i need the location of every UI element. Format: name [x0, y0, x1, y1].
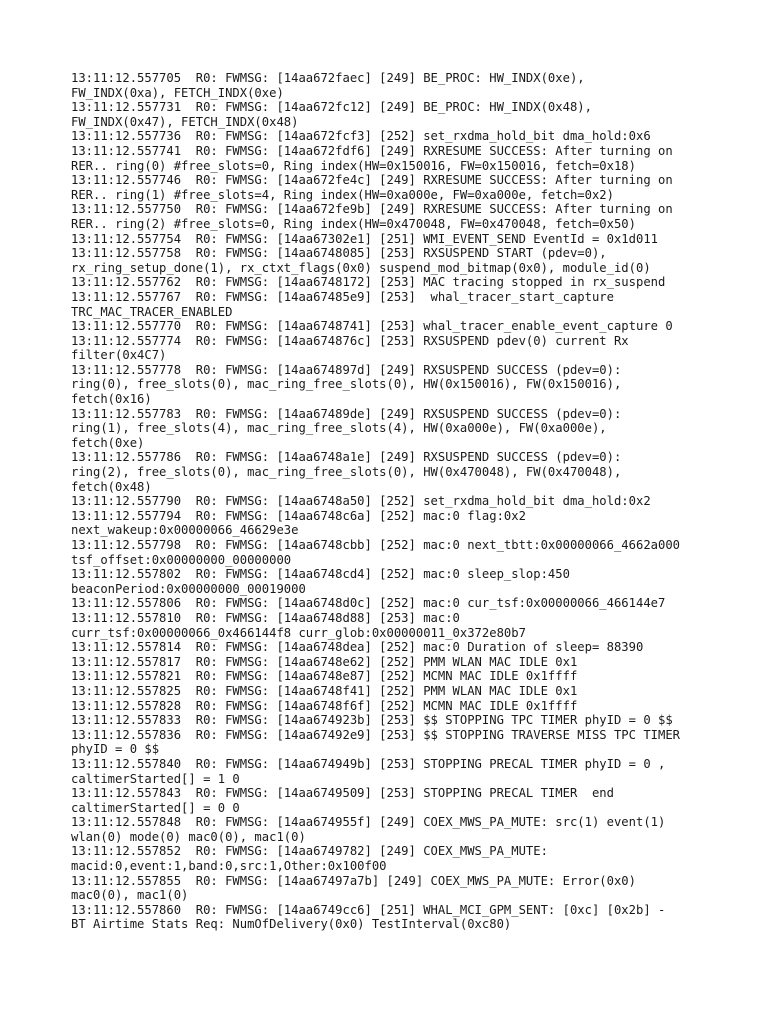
log-line: 13:11:12.557860 R0: FWMSG: [14aa6749cc6] [251] WHAL_MCI_GPM_SENT: [0xc] [0x2b] - [71, 902, 666, 917]
log-line: RER.. ring(2) #free_slots=0, Ring index(HW=0x470048, FW=0x470048, fetch=0x50) [71, 216, 636, 231]
log-line: caltimerStarted[] = 1 0 [71, 771, 240, 786]
log-line: rx_ring_setup_done(1), rx_ctxt_flags(0x0) suspend_mod_bitmap(0x0), module_id(0) [71, 260, 651, 275]
log-line: RER.. ring(1) #free_slots=4, Ring index(HW=0xa000e, FW=0xa000e, fetch=0x2) [71, 187, 614, 202]
log-line: RER.. ring(0) #free_slots=0, Ring index(HW=0x150016, FW=0x150016, fetch=0x18) [71, 158, 636, 173]
log-line: 13:11:12.557774 R0: FWMSG: [14aa674876c] [253] RXSUSPEND pdev(0) current Rx [71, 333, 629, 348]
log-line: 13:11:12.557786 R0: FWMSG: [14aa6748a1e] [249] RXSUSPEND SUCCESS (pdev=0): [71, 450, 622, 465]
log-line: TRC_MAC_TRACER_ENABLED [71, 304, 233, 319]
log-line: 13:11:12.557746 R0: FWMSG: [14aa672fe4c] [249] RXRESUME SUCCESS: After turning on [71, 173, 673, 188]
log-line: 13:11:12.557770 R0: FWMSG: [14aa6748741] [253] whal_tracer_enable_event_capture 0 [71, 319, 673, 334]
log-line: 13:11:12.557810 R0: FWMSG: [14aa6748d88] [253] mac:0 [71, 610, 460, 625]
log-line: beaconPeriod:0x00000000_00019000 [71, 581, 306, 596]
log-line: 13:11:12.557790 R0: FWMSG: [14aa6748a50] [252] set_rxdma_hold_bit dma_hold:0x2 [71, 494, 651, 509]
log-line: ring(2), free_slots(0), mac_ring_free_slots(0), HW(0x470048), FW(0x470048), [71, 465, 622, 480]
log-line: 13:11:12.557778 R0: FWMSG: [14aa674897d] [249] RXSUSPEND SUCCESS (pdev=0): [71, 362, 622, 377]
log-line: 13:11:12.557836 R0: FWMSG: [14aa67492e9] [253] $$ STOPPING TRAVERSE MISS TPC TIMER [71, 727, 681, 742]
log-line: 13:11:12.557758 R0: FWMSG: [14aa6748085] [253] RXSUSPEND START (pdev=0), [71, 246, 607, 261]
log-line: FW_INDX(0xa), FETCH_INDX(0xe) [71, 85, 284, 100]
log-line: 13:11:12.557814 R0: FWMSG: [14aa6748dea] [252] mac:0 Duration of sleep= 88390 [71, 640, 644, 655]
log-line: wlan(0) mode(0) mac0(0), mac1(0) [71, 829, 306, 844]
log-line: fetch(0x48) [71, 479, 152, 494]
log-line: 13:11:12.557817 R0: FWMSG: [14aa6748e62] [252] PMM WLAN MAC IDLE 0x1 [71, 654, 578, 669]
firmware-log-text [71, 71, 731, 932]
log-line: 13:11:12.557767 R0: FWMSG: [14aa67485e9] [253] whal_tracer_start_capture [71, 289, 614, 304]
log-line: BT Airtime Stats Req: NumOfDelivery(0x0) TestInterval(0xc80) [71, 917, 512, 932]
log-line: ring(0), free_slots(0), mac_ring_free_slots(0), HW(0x150016), FW(0x150016), [71, 377, 622, 392]
log-line: 13:11:12.557794 R0: FWMSG: [14aa6748c6a] [252] mac:0 flag:0x2 [71, 508, 526, 523]
log-line: 13:11:12.557828 R0: FWMSG: [14aa6748f6f] [252] MCMN MAC IDLE 0x1ffff [71, 698, 578, 713]
log-line: ring(1), free_slots(4), mac_ring_free_slots(4), HW(0xa000e), FW(0xa000e), [71, 421, 607, 436]
log-line: mac0(0), mac1(0) [71, 888, 189, 903]
log-line: 13:11:12.557825 R0: FWMSG: [14aa6748f41] [252] PMM WLAN MAC IDLE 0x1 [71, 683, 578, 698]
log-line: 13:11:12.557736 R0: FWMSG: [14aa672fcf3] [252] set_rxdma_hold_bit dma_hold:0x6 [71, 129, 651, 144]
log-line: 13:11:12.557843 R0: FWMSG: [14aa6749509] [253] STOPPING PRECAL TIMER end [71, 786, 614, 801]
log-line: 13:11:12.557750 R0: FWMSG: [14aa672fe9b] [249] RXRESUME SUCCESS: After turning on [71, 202, 673, 217]
log-line: 13:11:12.557852 R0: FWMSG: [14aa6749782] [249] COEX_MWS_PA_MUTE: [71, 844, 548, 859]
log-line: 13:11:12.557798 R0: FWMSG: [14aa6748cbb] [252] mac:0 next_tbtt:0x00000066_4662a000 [71, 538, 681, 552]
log-line: fetch(0xe) [71, 435, 145, 450]
log-line: 13:11:12.557802 R0: FWMSG: [14aa6748cd4] [252] mac:0 sleep_slop:450 [71, 567, 570, 582]
log-line: 13:11:12.557855 R0: FWMSG: [14aa67497a7b] [249] COEX_MWS_PA_MUTE: Error(0x0) [71, 873, 636, 888]
log-line: 13:11:12.557821 R0: FWMSG: [14aa6748e87] [252] MCMN MAC IDLE 0x1ffff [71, 669, 578, 684]
log-line: phyID = 0 $$ [71, 742, 160, 757]
log-line: 13:11:12.557783 R0: FWMSG: [14aa67489de] [249] RXSUSPEND SUCCESS (pdev=0): [71, 406, 622, 421]
log-line: fetch(0x16) [71, 392, 152, 407]
log-line: 13:11:12.557705 R0: FWMSG: [14aa672faec] [249] BE_PROC: HW_INDX(0xe), [71, 71, 585, 85]
log-line: 13:11:12.557754 R0: FWMSG: [14aa67302e1] [251] WMI_EVENT_SEND EventId = 0x1d011 [71, 231, 658, 246]
log-line: FW_INDX(0x47), FETCH_INDX(0x48) [71, 114, 299, 129]
log-line: 13:11:12.557762 R0: FWMSG: [14aa6748172] [253] MAC tracing stopped in rx_suspend [71, 275, 666, 290]
log-line: caltimerStarted[] = 0 0 [71, 800, 240, 815]
log-line: 13:11:12.557741 R0: FWMSG: [14aa672fdf6] [249] RXRESUME SUCCESS: After turning on [71, 143, 673, 158]
log-line: 13:11:12.557840 R0: FWMSG: [14aa674949b] [253] STOPPING PRECAL TIMER phyID = 0 , [71, 756, 666, 771]
log-line: 13:11:12.557833 R0: FWMSG: [14aa674923b] [253] $$ STOPPING TPC TIMER phyID = 0 $$ [71, 713, 673, 728]
log-line: macid:0,event:1,band:0,src:1,Other:0x100f00 [71, 859, 387, 874]
log-line: next_wakeup:0x00000066_46629e3e [71, 523, 299, 538]
log-line: 13:11:12.557731 R0: FWMSG: [14aa672fc12] [249] BE_PROC: HW_INDX(0x48), [71, 100, 592, 115]
log-line: 13:11:12.557848 R0: FWMSG: [14aa674955f] [249] COEX_MWS_PA_MUTE: src(1) event(1) [71, 815, 666, 830]
log-line: filter(0x4C7) [71, 348, 167, 363]
log-line: curr_tsf:0x00000066_0x466144f8 curr_glob:0x00000011_0x372e80b7 [71, 625, 526, 640]
log-line: 13:11:12.557806 R0: FWMSG: [14aa6748d0c] [252] mac:0 cur_tsf:0x00000066_466144e7 [71, 596, 666, 611]
log-line: tsf_offset:0x00000000_00000000 [71, 552, 292, 567]
